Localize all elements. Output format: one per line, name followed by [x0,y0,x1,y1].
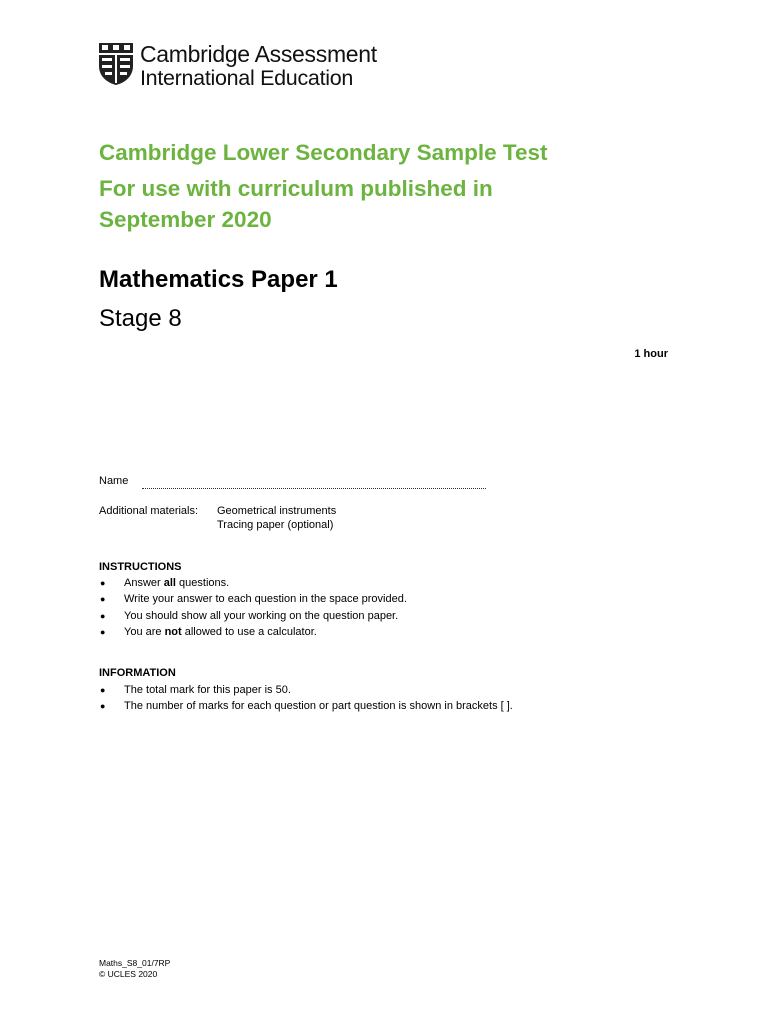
bullet-icon: ● [100,626,106,637]
information-list [99,684,513,717]
test-title: Cambridge Lower Secondary Sample Test [99,140,548,165]
logo-line1: Cambridge Assessment [140,41,377,67]
curriculum-note-line1: For use with curriculum published in [99,176,493,201]
duration-label: 1 hour [634,348,668,360]
instruction-item [99,626,407,642]
material-item: Tracing paper (optional) [217,519,334,531]
cambridge-logo [98,42,377,90]
curriculum-note-line2: September 2020 [99,207,272,232]
instruction-text: Write your answer to each question in the space provided. [124,593,407,606]
bullet-icon: ● [100,685,106,695]
name-label: Name [99,475,129,487]
information-heading: INFORMATION [99,667,176,679]
paper-code: Maths_S8_01/7RP [99,958,171,968]
instructions-heading: INSTRUCTIONS [99,561,182,573]
information-item [99,700,513,716]
name-field[interactable] [142,488,486,489]
instruction-item [99,577,407,593]
instruction-text: You should show all your working on the question paper. [124,609,399,622]
bullet-icon: ● [100,610,106,621]
instructions-list [99,577,407,642]
material-item: Geometrical instruments [217,505,337,517]
bullet-icon: ● [100,578,106,588]
bullet-icon: ● [100,701,106,712]
information-text: The number of marks for each question or part question is shown in brackets [ ]. [124,700,513,713]
logo-line2: International Education [140,66,354,90]
instruction-emphasis: all [163,577,176,589]
copyright: © UCLES 2020 [99,969,158,979]
bullet-icon: ● [100,594,106,605]
cambridge-shield-icon [98,42,134,86]
instruction-item [99,610,407,626]
footer [99,958,170,980]
instruction-emphasis: not [164,625,182,638]
additional-materials-label: Additional materials: [99,505,199,517]
stage-label: Stage 8 [99,305,182,332]
instruction-text: You are [124,625,165,638]
logo-wordmark [140,42,377,90]
instruction-text: questions. [175,577,230,589]
paper-title: Mathematics Paper 1 [99,266,338,293]
instruction-item [99,593,407,609]
instruction-text: allowed to use a calculator. [181,625,317,638]
instruction-text: Answer [124,577,164,589]
information-text: The total mark for this paper is 50. [124,684,291,696]
information-item [99,684,513,700]
